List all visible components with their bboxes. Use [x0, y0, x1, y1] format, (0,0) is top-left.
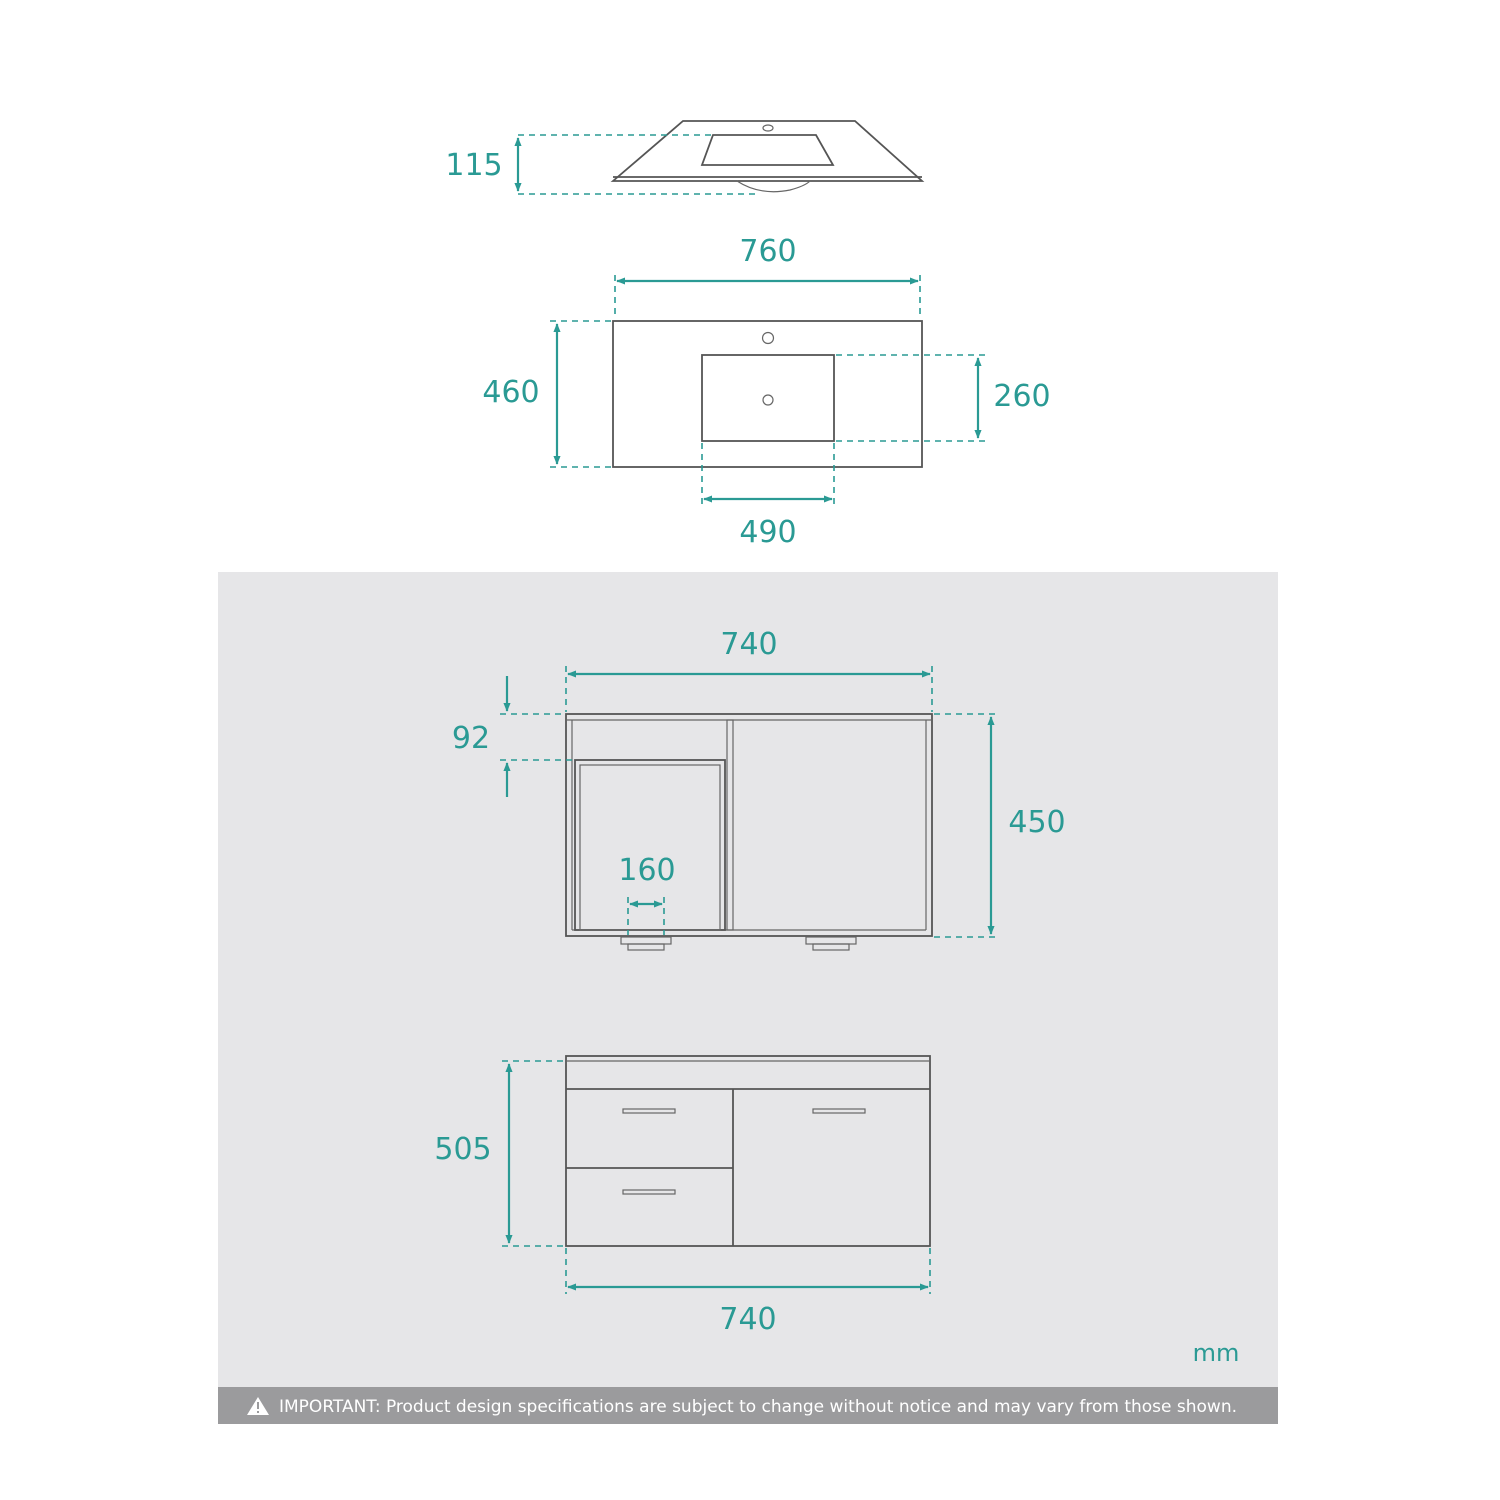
basin-side-profile: [445, 121, 922, 194]
basin-depth-label: 460: [482, 375, 540, 410]
bowl-depth-label: 260: [993, 379, 1051, 414]
cabinet-front-width-label: 740: [719, 1302, 777, 1337]
drawer-clearance-label: 92: [451, 721, 491, 756]
units-label: mm: [1192, 1339, 1240, 1367]
cabinet-depth-label: 450: [1008, 805, 1066, 840]
basin-height-label: 115: [445, 148, 503, 183]
foot-width-label: 160: [618, 853, 676, 888]
warning-banner: [218, 1387, 1278, 1424]
cabinet-panel: [218, 572, 1278, 1424]
warning-text: IMPORTANT: Product design specifications are subject to change without notice and may vary from those shown.: [279, 1397, 1238, 1417]
cabinet-top-width-label: 740: [720, 627, 778, 662]
basin-top-view: [482, 234, 1050, 550]
bowl-width-label: 490: [739, 515, 797, 550]
cabinet-front-height-label: 505: [434, 1132, 492, 1167]
basin-width-label: 760: [739, 234, 797, 269]
